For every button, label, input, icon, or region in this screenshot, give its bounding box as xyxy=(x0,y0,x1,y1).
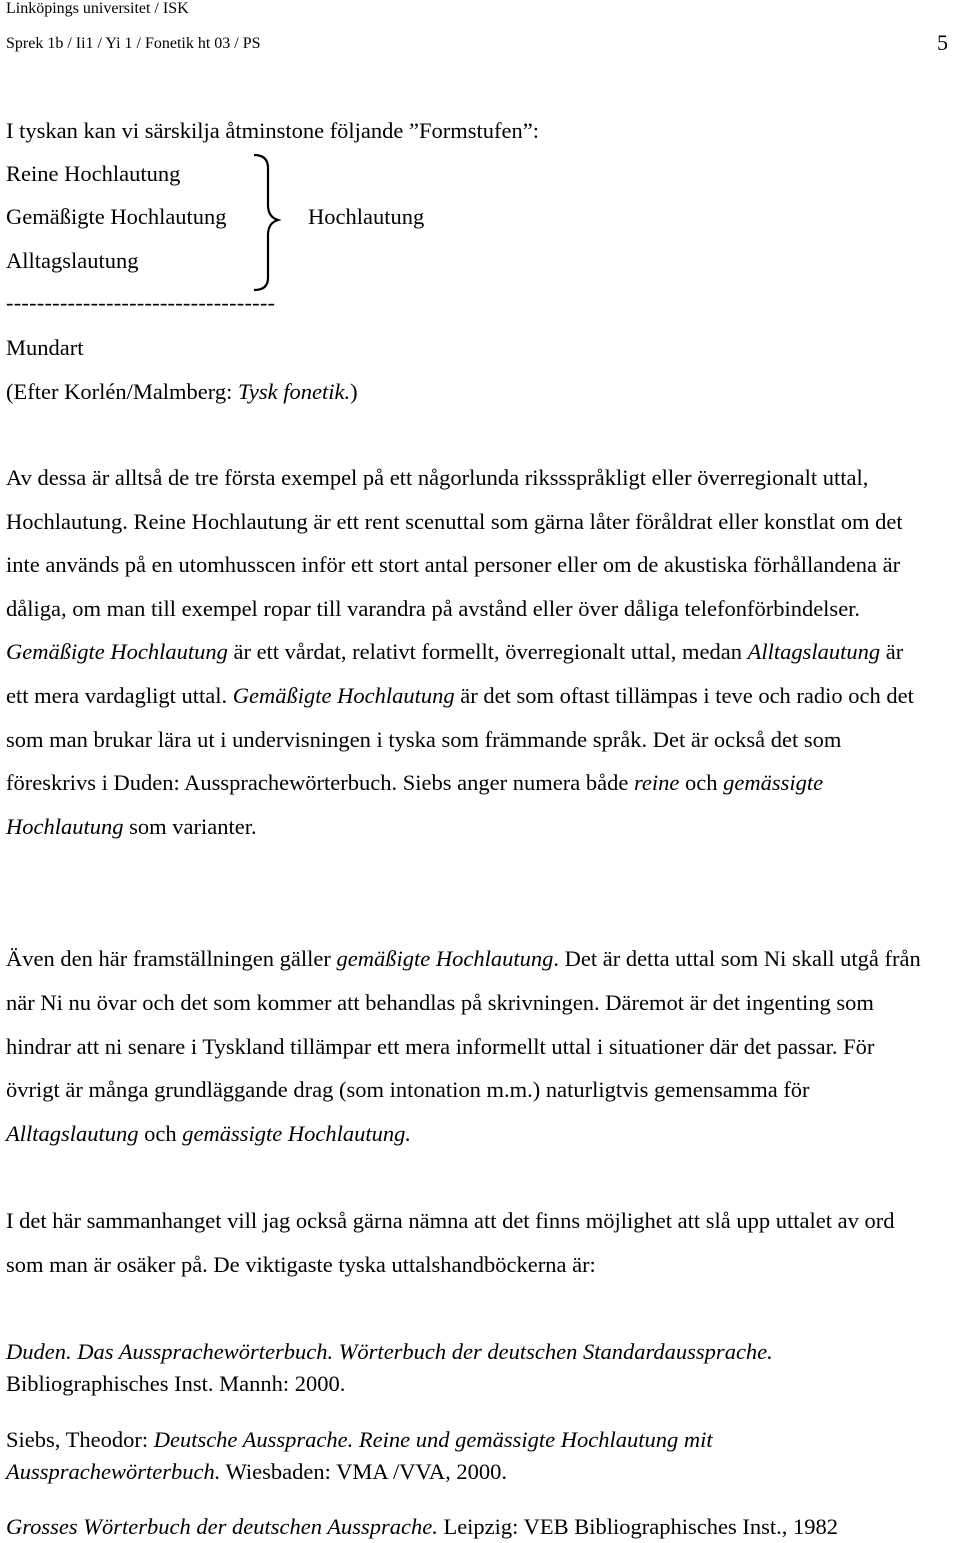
reference-duden: Duden. Das Aussprachewörterbuch. Wörterbuch der deutschen Standardaussprache. Bibliographisches Inst. Mannh: 2000. xyxy=(6,1339,773,1396)
separator-line: ----------------------------------- xyxy=(6,290,276,315)
right-brace xyxy=(250,150,290,295)
paragraph-1: Av dessa är alltså de tre första exempel på ett någorlunda rikssspråkligt eller överregionalt uttal, Hochlautung. Reine Hochlautung är ett rent scenuttal som gärna låter föråldrat eller konstlat om det inte används på en utomhusscen inför ett stort antal personer eller om de akustiska förhållandena är dåliga, om man till exempel ropar till varandra på avstånd eller över dåliga telefonförbindelser. Gemäßigte Hochlautung är ett vårdat, relativt formellt, överregionalt uttal, medan Alltagslautung är ett mera vardagligt uttal. Gemäßigte Hochlautung är det som oftast tillämpas i teve och radio och det som man brukar lära ut i undervisningen i tyska som främmande språk. Det är också det som föreskrivs i Duden: Aussprachewörterbuch. Siebs anger numera både reine och gemässigte Hochlautung som varianter. xyxy=(6,465,914,839)
source-citation: (Efter Korlén/Malmberg: Tysk fonetik.) xyxy=(6,379,358,404)
level-reine: Reine Hochlautung xyxy=(6,161,181,186)
intro-line: I tyskan kan vi särskilja åtminstone följande ”Formstufen”: xyxy=(6,118,540,143)
header-institution: Linköpings universitet / ISK xyxy=(6,0,189,17)
paragraph-2: Även den här framställningen gäller gemäßigte Hochlautung. Det är detta uttal som Ni skall utgå från när Ni nu övar och det som kommer att behandlas på skrivningen. Däremot är det ingenting som hindrar att ni senare i Tyskland tillämpar ett mera informellt uttal i situationer där det passar. För övrigt är många grundläggande drag (som intonation m.m.) naturligtvis gemensamma för Alltagslautung och gemässigte Hochlautung. xyxy=(6,946,921,1147)
formstufen-term: ”Formstufen” xyxy=(409,118,533,143)
brace-label: Hochlautung xyxy=(308,204,425,229)
level-mundart: Mundart xyxy=(6,335,84,360)
paragraph-3: I det här sammanhanget vill jag också gärna nämna att det finns möjlighet att slå upp uttalet av ord som man är osäker på. De viktigaste tyska uttalshandböckerna är: xyxy=(6,1208,895,1277)
page-number: 5 xyxy=(937,30,948,55)
reference-siebs: Siebs, Theodor: Deutsche Aussprache. Reine und gemässigte Hochlautung mit Aussprachewörterbuch. Wiesbaden: VMA /VVA, 2000. xyxy=(6,1427,713,1484)
reference-grosses: Grosses Wörterbuch der deutschen Aussprache. Leipzig: VEB Bibliographisches Inst., 1982 xyxy=(6,1514,838,1539)
level-gemaessigte: Gemäßigte Hochlautung xyxy=(6,204,227,229)
level-alltags: Alltagslautung xyxy=(6,248,139,273)
header-course: Sprek 1b / Ii1 / Yi 1 / Fonetik ht 03 / PS xyxy=(6,35,261,52)
